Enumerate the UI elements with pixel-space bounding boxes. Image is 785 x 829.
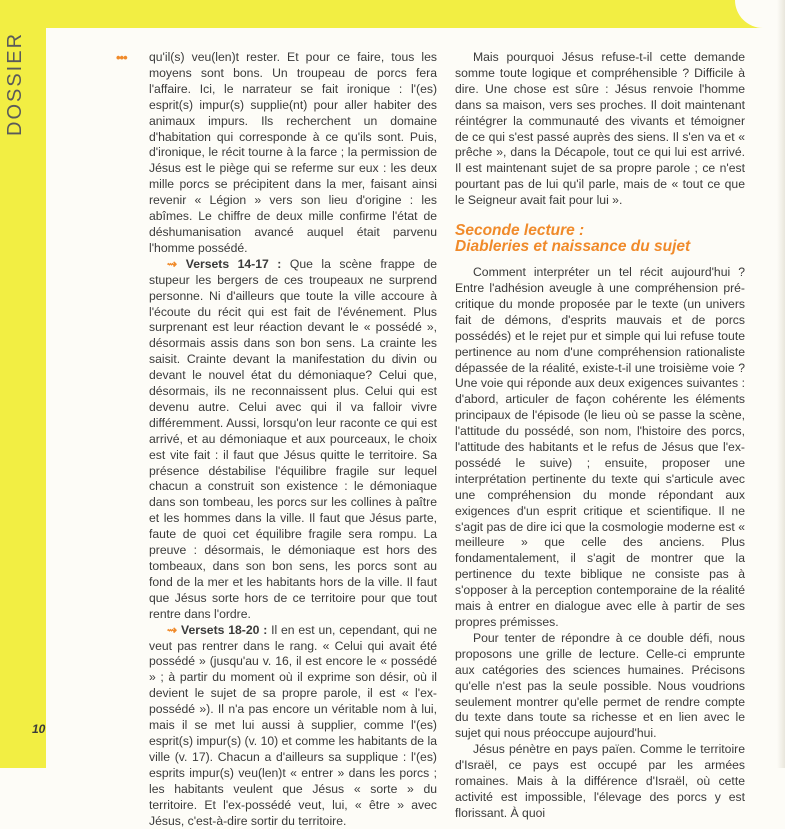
page-number: 10 bbox=[32, 722, 46, 736]
right-paragraph-4: Jésus pénètre en pays païen. Comme le territoire d'Israël, ce pays est occupé par les armées romaines. Mais à la différence d'Israël, où cette activité est impossible, l'élevage des porcs y est florissant. À quoi bbox=[455, 742, 745, 820]
right-paragraph-1: Mais pourquoi Jésus refuse-t-il cette demande somme toute logique et compréhensible ? Difficile à dire. Une chose est sûre : Jésus renvoie l'homme dans sa maison, vers ses proches. Il doit maintenant réintégrer la communauté des vivants et témoigner de ce qui s'est passé auprès des siens. Il s'en va et « prêche », dans la Décapole, tout ce qui lui est arrivé. Il est maintenant sujet de sa propre parole ; ce n'est pourtant pas de lui qu'il parle, mais de « tout ce que le Seigneur avait fait pour lui ». bbox=[455, 50, 745, 208]
top-color-band bbox=[0, 0, 785, 28]
verse-label-18-20: Versets 18-20 : bbox=[181, 622, 268, 637]
subheading-line-2: Diableries et naissance du sujet bbox=[455, 238, 691, 256]
page-corner bbox=[46, 28, 96, 78]
page-gutter-shadow bbox=[777, 0, 785, 768]
right-paragraph-3: Pour tenter de répondre à ce double défi, nous proposons une grille de lecture. Celle-ci emprunte aux catégories des sciences humaines. Précisons qu'elle n'est pas la seule possible. Nous voudrions seulement montrer qu'elle permet de rendre compte du texte dans toute sa richesse et en lien avec le sujet qui nous préoccupe aujourd'hui. bbox=[455, 630, 745, 741]
verse-text-14-17: Que la scène frappe de stupeur les bergers de ces troupeaux ne surprend personne. Ni d'ailleurs que toute la ville accoure à l'écoute du récit qui est fait de l'événement. Plus surprenant est leur réaction devant le « possédé », désormais assis dans son bon sens. La crainte les saisit. Crainte devant la manifestation du divin ou devant le nouvel état du démoniaque? Celui que, désormais, ils ne reconnaissent plus. Celui qui est devenu autre. Celui avec qui il va falloir vivre différemment. Aussi, lorsqu'on leur raconte ce qui est arrivé, et au démoniaque et aux pourceaux, le choix est vite fait : il faut que Jésus quitte le territoire. Sa présence déstabilise l'équilibre fragile sur lequel chacun a construit son existence : le démoniaque dans son tombeau, les porcs sur les collines à paître et les hommes dans la ville. Il faut que Jésus parte, faute de quoi cet équilibre fragile sera rompu. La preuve : désormais, le démoniaque est hors des tombeaux, dans son bon sens, les porcs sont au fond de la mer et les habitants hors de la ville. Il faut que Jésus sorte hors de ce territoire pour que tout rentre dans l'ordre. bbox=[149, 256, 438, 621]
arrow-icon: ⇝ bbox=[167, 622, 178, 637]
right-column bbox=[455, 50, 745, 822]
section-subheading bbox=[455, 223, 745, 255]
arrow-icon: ⇝ bbox=[167, 256, 178, 271]
section-label: DOSSIER bbox=[4, 31, 26, 136]
verse-label-14-17: Versets 14-17 : bbox=[185, 256, 282, 271]
verse-block-14-17 bbox=[149, 257, 437, 623]
right-paragraph-2: Comment interpréter un tel récit aujourd'hui ? Entre l'adhésion aveugle à une compréhension pré-critique du monde proposée par le texte (un univers fait de démons, d'esprits mauvais et de porcs possédés) et le rejet pur et simple qui lui refuse toute pertinence au nom d'une compréhension rationaliste dépassée de la réalité, existe-t-il une troisième voie ? Une voie qui réponde aux deux exigences suivantes : d'abord, articuler de façon cohérente les éléments principaux de l'épisode (le lieu où se passe la scène, l'attitude du possédé, son nom, l'histoire des porcs, l'attitude des habitants et le refus de Jésus que l'ex-possédé le suive) ; ensuite, proposer une interprétation pertinente du texte qui s'articule avec une compréhension du monde répondant aux exigences d'un esprit critique et scientifique. Il ne s'agit pas de dire ici que la cosmologie moderne est « meilleure » que celle des anciens. Plus fondamentalement, il s'agit de montrer que la pertinence du texte biblique ne consiste pas à s'opposer à la perception contemporaine de la réalité mais à entrer en dialogue avec elle à partir de ses propres prémisses. bbox=[455, 265, 745, 629]
verse-block-18-20 bbox=[149, 623, 437, 829]
verse-text-18-20: Il en est un, cependant, qui ne veut pas rentrer dans le rang. « Celui qui avait été possédé » (jusqu'au v. 16, il est encore le « possédé » ; à partir du moment où il exprime son désir, où il devient le sujet de sa propre parole, il est « l'ex-possédé »). Il n'a pas encore un véritable nom à lui, mais il se met lui aussi à supplier, comme l'(es) esprit(s) impur(s) (v. 10) et comme les habitants de la ville (v. 17). Chacun a d'ailleurs sa supplique : l'(es) esprits impur(s) veu(len)t « entrer » dans les porcs ; les habitants veulent que Jésus « sorte » du territoire. Et l'ex-possédé veut, lui, « être » avec Jésus, c'est-à-dire sortir du territoire. bbox=[149, 622, 438, 828]
left-paragraph-1: qu'il(s) veu(len)t rester. Et pour ce faire, tous les moyens sont bons. Un troupeau de porcs fera l'affaire. Ici, le narrateur se fait ironique : l'(es) esprit(s) impur(s) supplie(nt) pour aller habiter des animaux impurs. Ils recherchent un domaine d'habitation qui corresponde à ce qu'ils sont. Puis, d'ironique, le récit tourne à la farce ; la permission de Jésus est le piège qui se referme sur eux : les deux mille porcs se précipitent dans la mer, faisant ainsi revenir « Légion » vers son lieu d'origine : les abîmes. Le chiffre de deux mille confirme l'état de déshumanisation avancé auquel était parvenu l'homme possédé. bbox=[149, 50, 437, 255]
bullet-dots-icon: ••• bbox=[116, 50, 127, 65]
left-column bbox=[149, 50, 437, 829]
subheading-line-1: Seconde lecture : bbox=[455, 222, 585, 240]
